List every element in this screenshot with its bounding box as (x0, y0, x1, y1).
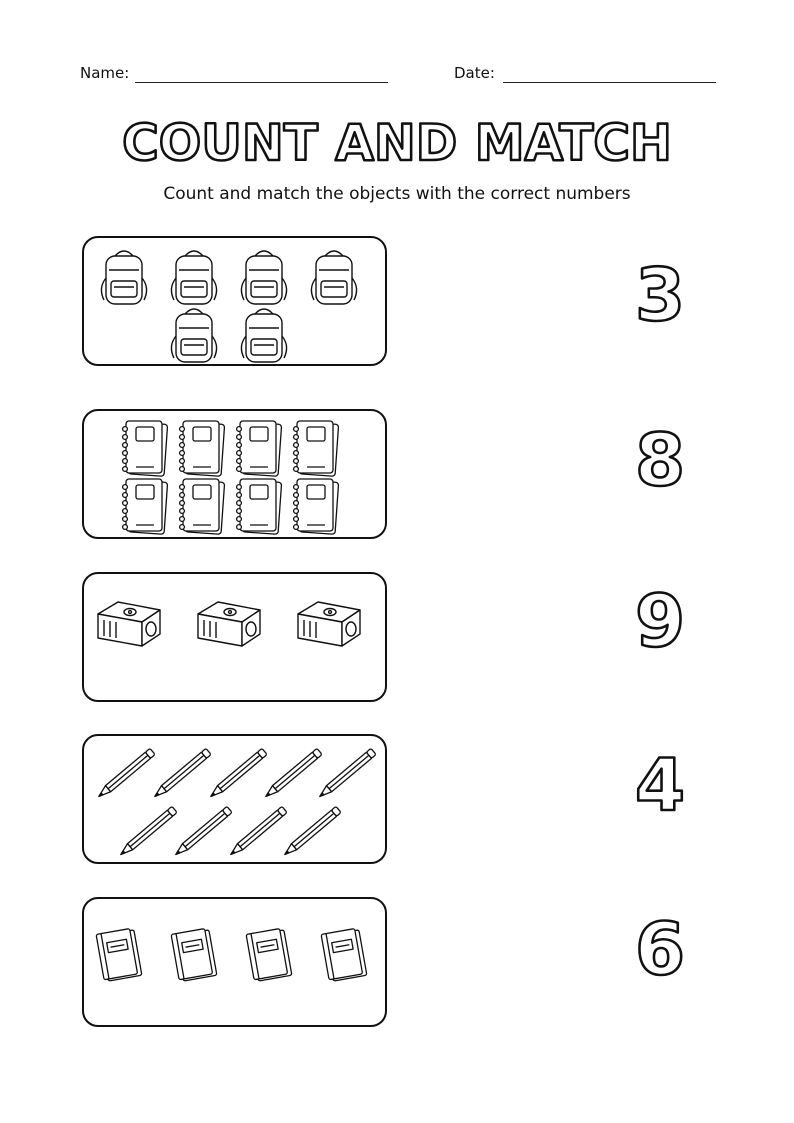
number-option[interactable] (590, 566, 730, 676)
number-option[interactable] (590, 730, 730, 840)
backpack-icon (311, 251, 356, 304)
number-text: 9 (634, 579, 686, 663)
object-box-notebooks (82, 409, 387, 539)
number-option[interactable] (590, 405, 730, 515)
pencil-icon (317, 748, 376, 799)
spiral-notebook-icon (237, 479, 282, 534)
number-option[interactable] (590, 894, 730, 1004)
spiral-notebook-icon (180, 479, 225, 534)
spiral-notebook-icon (294, 479, 339, 534)
object-box-pencils (82, 734, 387, 864)
book-group (84, 899, 389, 1029)
name-field[interactable] (135, 82, 388, 83)
pencil-sharpener-icon (98, 602, 160, 646)
spiral-notebook-icon (237, 421, 282, 476)
spiral-notebook-icon (294, 421, 339, 476)
spiral-notebook-icon (180, 421, 225, 476)
pencil-group (84, 736, 389, 866)
pencil-sharpener-icon (198, 602, 260, 646)
spiral-notebook-icon (123, 479, 168, 534)
object-box-backpacks (82, 236, 387, 366)
sharpener-group (84, 574, 389, 704)
instructions: Count and match the objects with the correct numbers (163, 184, 631, 204)
pencil-icon (118, 806, 177, 857)
backpack-icon (241, 251, 286, 304)
backpack-icon (101, 251, 146, 304)
spiral-notebook-icon (123, 421, 168, 476)
pencil-icon (208, 748, 267, 799)
number-option[interactable] (590, 240, 730, 350)
date-label: Date: (454, 64, 495, 82)
object-box-sharpeners (82, 572, 387, 702)
pencil-icon (96, 748, 155, 799)
number-text: 6 (634, 907, 686, 991)
notebook-group (84, 411, 389, 541)
backpack-group (84, 238, 389, 368)
book-icon (171, 928, 217, 982)
title-text: COUNT AND MATCH (122, 114, 672, 172)
worksheet-title (0, 108, 794, 178)
book-icon (321, 928, 367, 982)
backpack-icon (241, 309, 286, 362)
number-text: 4 (634, 743, 686, 827)
pencil-icon (282, 806, 341, 857)
number-text: 8 (634, 418, 686, 502)
pencil-icon (228, 806, 287, 857)
pencil-icon (152, 748, 211, 799)
book-icon (96, 928, 142, 982)
date-field[interactable] (503, 82, 716, 83)
pencil-icon (173, 806, 232, 857)
book-icon (246, 928, 292, 982)
backpack-icon (171, 309, 216, 362)
pencil-icon (263, 748, 322, 799)
name-label: Name: (80, 64, 130, 82)
pencil-sharpener-icon (298, 602, 360, 646)
object-box-books (82, 897, 387, 1027)
backpack-icon (171, 251, 216, 304)
number-text: 3 (634, 253, 686, 337)
